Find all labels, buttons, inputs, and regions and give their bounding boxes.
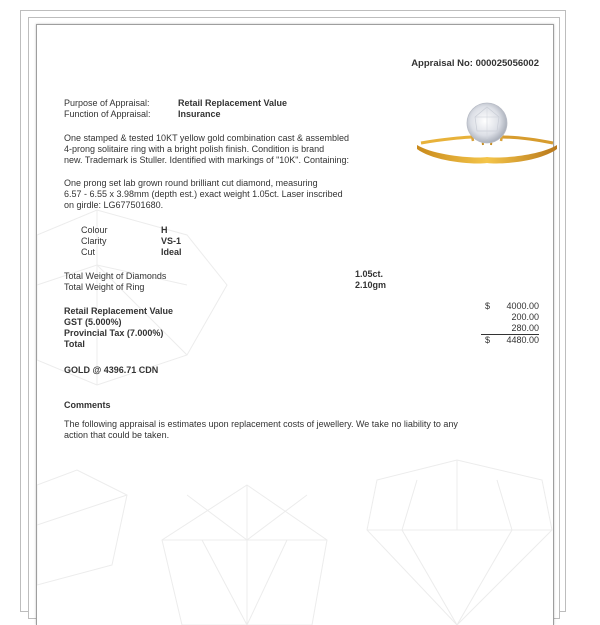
diamond-description-line: 6.57 - 6.55 x 3.98mm (depth est.) exact weight 1.05ct. Laser inscribed	[64, 189, 343, 199]
retail-value-label: Retail Replacement Value	[64, 306, 174, 316]
ring-weight-label: Total Weight of Ring	[64, 282, 145, 292]
diamond-description-line: One prong set lab grown round brilliant cut diamond, measuring	[64, 178, 318, 188]
description-line: new. Trademark is Stuller. Identified with markings of "10K". Containing:	[64, 155, 350, 165]
pst-value: 280.00	[481, 323, 539, 335]
gst-value: 200.00	[511, 312, 539, 322]
ring-photo	[413, 97, 561, 169]
cut-value: Ideal	[161, 247, 182, 257]
diamond-weight-value: 1.05ct.	[355, 269, 384, 279]
cut-label: Cut	[81, 247, 96, 257]
appraisal-number: Appraisal No: 000025056002	[411, 58, 539, 69]
colour-label: Colour	[81, 225, 108, 235]
gold-price: GOLD @ 4396.71 CDN	[64, 365, 159, 375]
retail-currency: $	[485, 301, 491, 311]
retail-value: 4000.00	[506, 301, 539, 311]
purpose-label: Purpose of Appraisal:	[64, 98, 150, 108]
colour-value: H	[161, 225, 168, 235]
function-label: Function of Appraisal:	[64, 109, 151, 119]
comments-line: The following appraisal is estimates upon replacement costs of jewellery. We take no liability to any	[64, 419, 458, 429]
description-line: One stamped & tested 10KT yellow gold combination cast & assembled	[64, 133, 349, 143]
ring-weight-value: 2.10gm	[355, 280, 387, 290]
diamond-description-line: on girdle: LG677501680.	[64, 200, 164, 210]
pst-value-cell	[481, 323, 539, 335]
clarity-value: VS-1	[161, 236, 182, 246]
total-label: Total	[64, 339, 85, 349]
pst-label: Provincial Tax (7.000%)	[64, 328, 164, 338]
gst-label: GST (5.000%)	[64, 317, 122, 327]
description-line: 4-prong solitaire ring with a bright polish finish. Condition is brand	[64, 144, 325, 154]
diamond-weight-label: Total Weight of Diamonds	[64, 271, 167, 281]
total-value: 4480.00	[506, 335, 539, 345]
function-value: Insurance	[178, 109, 221, 119]
clarity-label: Clarity	[81, 236, 107, 246]
purpose-value: Retail Replacement Value	[178, 98, 288, 108]
appraisal-document	[36, 24, 554, 625]
comments-heading: Comments	[64, 400, 111, 410]
total-currency: $	[485, 335, 491, 345]
comments-line: action that could be taken.	[64, 430, 170, 440]
